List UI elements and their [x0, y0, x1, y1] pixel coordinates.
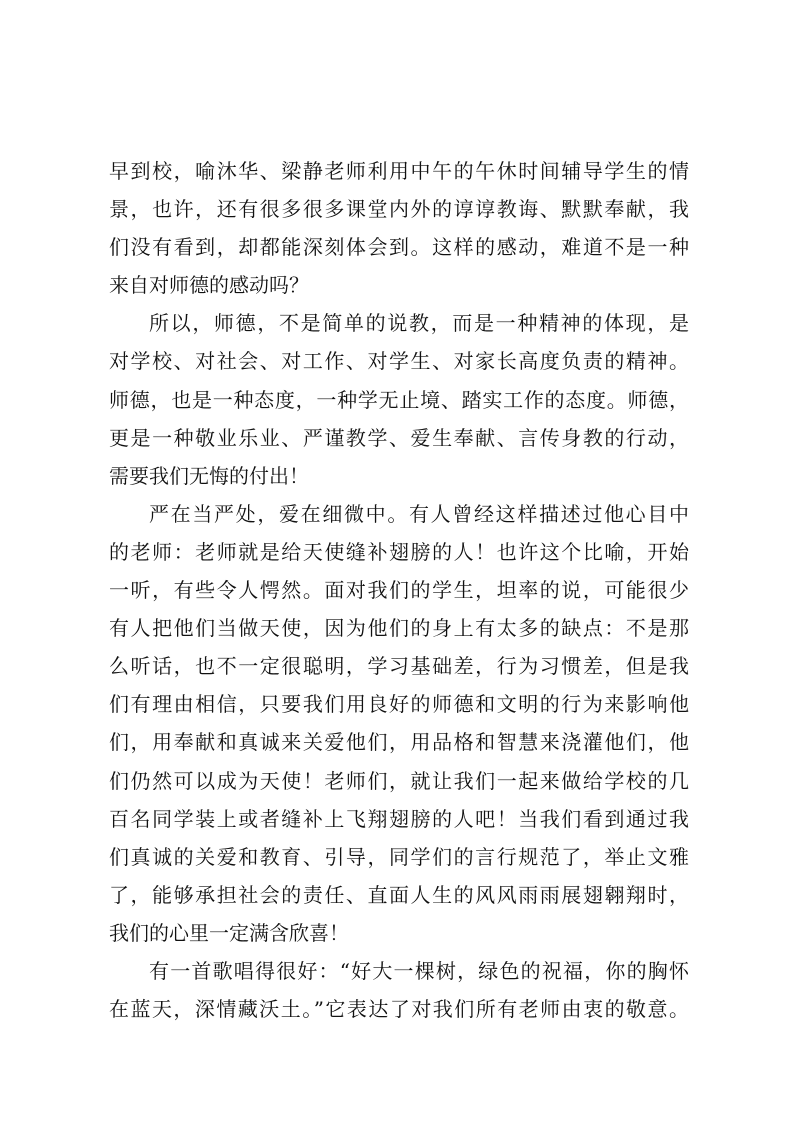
text-line: 对学校、对社会、对工作、对学生、对家长高度负责的精神。 — [109, 349, 689, 374]
text-line: 更是一种敬业乐业、严谨教学、爱生奉献、言传身教的行动， — [109, 425, 689, 450]
text-line: 师德，也是一种态度，一种学无止境、踏实工作的态度。师德， — [109, 387, 689, 412]
text-line: 在蓝天，深情藏沃土。”它表达了对我们所有老师由衷的敬意。 — [109, 997, 689, 1022]
text-line: 的老师：老师就是给天使缝补翅膀的人！也许这个比喻，开始 — [109, 539, 689, 564]
text-line: 所以，师德，不是简单的说教，而是一种精神的体现，是 — [149, 311, 689, 336]
text-line: 有人把他们当做天使，因为他们的身上有太多的缺点：不是那 — [109, 616, 689, 641]
text-line: 了，能够承担社会的责任、直面人生的风风雨雨展翅翱翔时， — [109, 882, 689, 907]
text-line: 么听话，也不一定很聪明，学习基础差，行为习惯差，但是我 — [109, 654, 689, 679]
text-line: 来自对师德的感动吗？ — [109, 273, 309, 298]
text-line: 们，用奉献和真诚来关爱他们，用品格和智慧来浇灌他们，他 — [109, 730, 689, 755]
text-line: 景，也许，还有很多很多课堂内外的谆谆教诲、默默奉献，我 — [109, 197, 689, 222]
text-line: 们真诚的关爱和教育、引导，同学们的言行规范了，举止文雅 — [109, 844, 689, 869]
text-line: 们没有看到，却都能深刻体会到。这样的感动，难道不是一种 — [109, 235, 689, 260]
text-line: 一听，有些令人愕然。面对我们的学生，坦率的说，可能很少 — [109, 578, 689, 603]
text-line: 们仍然可以成为天使！老师们，就让我们一起来做给学校的几 — [109, 768, 689, 793]
text-line: 我们的心里一定满含欣喜！ — [109, 920, 349, 945]
text-line: 有一首歌唱得很好：“好大一棵树，绿色的祝福，你的胸怀 — [149, 958, 689, 983]
text-line: 百名同学装上或者缝补上飞翔翅膀的人吧！当我们看到通过我 — [109, 806, 689, 831]
text-line: 们有理由相信，只要我们用良好的师德和文明的行为来影响他 — [109, 692, 689, 717]
text-line: 早到校，喻沐华、梁静老师利用中午的午休时间辅导学生的情 — [109, 159, 689, 183]
text-line: 严在当严处，爱在细微中。有人曾经这样描述过他心目中 — [149, 501, 689, 526]
text-line: 需要我们无悔的付出！ — [109, 463, 309, 488]
document-body — [109, 152, 689, 1028]
